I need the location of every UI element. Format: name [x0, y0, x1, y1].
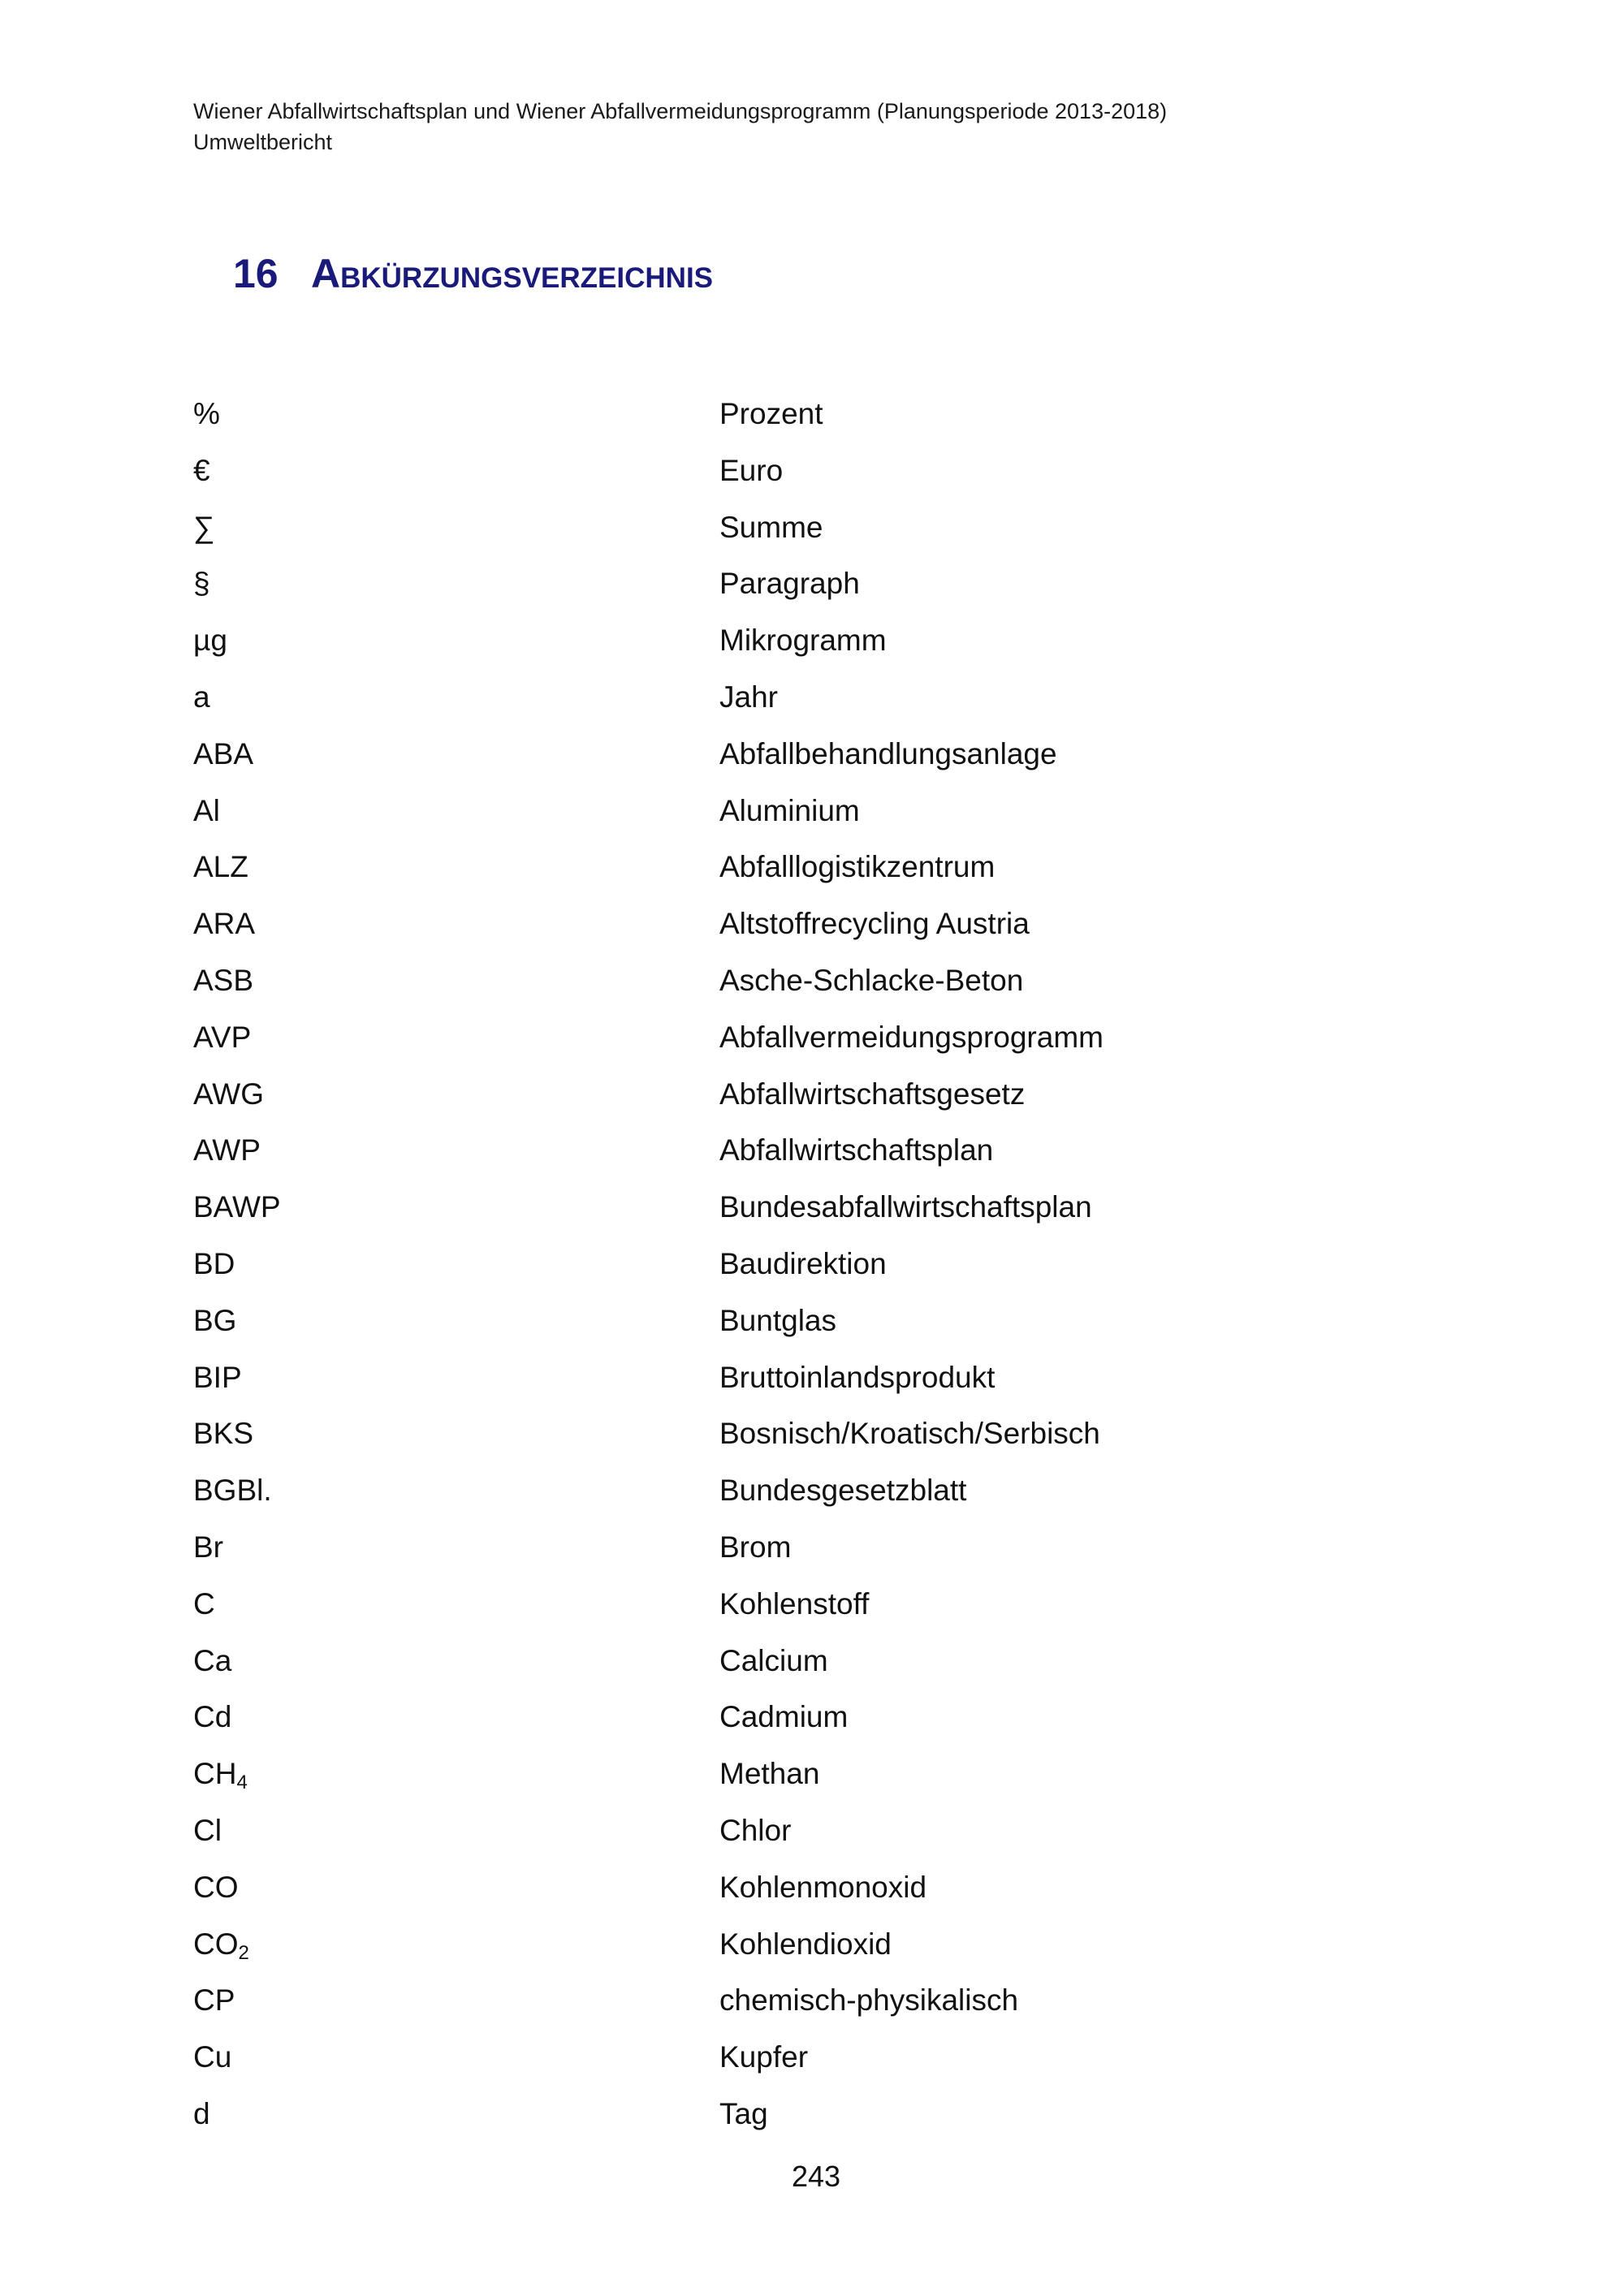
abbreviation-row — [193, 896, 1411, 952]
abbreviation-row — [193, 1633, 1411, 1690]
abbreviation-term — [193, 1293, 719, 1349]
abbreviation-definition: Abfalllogistikzentrum — [719, 850, 996, 884]
abbreviation-row — [193, 2029, 1411, 2086]
abbreviation-definition: Baudirektion — [719, 1246, 887, 1280]
abbreviation-term-text: % — [193, 397, 220, 430]
abbreviation-term-text: ABA — [193, 736, 254, 770]
abbreviation-term — [193, 1236, 719, 1293]
abbreviation-term — [193, 2086, 719, 2143]
abbreviation-term-text: Ca — [193, 1643, 232, 1677]
abbreviation-term-text: a — [193, 680, 210, 714]
abbreviation-row — [193, 1066, 1411, 1123]
abbreviation-definition: Aluminium — [719, 793, 860, 827]
abbreviation-term — [193, 1633, 719, 1690]
abbreviation-row — [193, 1462, 1411, 1519]
abbreviation-row — [193, 442, 1411, 499]
header-subtitle: Umweltbericht — [193, 130, 333, 154]
abbreviation-list — [193, 386, 1411, 2143]
abbreviation-term — [193, 1576, 719, 1633]
abbreviation-term — [193, 1462, 719, 1519]
abbreviation-definition: chemisch-physikalisch — [719, 1983, 1019, 2018]
abbreviation-row — [193, 669, 1411, 726]
abbreviation-term-text: CO — [193, 1870, 239, 1904]
abbreviation-row — [193, 1122, 1411, 1179]
abbreviation-term — [193, 1689, 719, 1746]
abbreviation-term-text: CP — [193, 1983, 235, 2018]
abbreviation-definition: Chlor — [719, 1813, 792, 1847]
chapter-title: Abkürzungsverzeichnis — [311, 251, 714, 296]
page-number: 243 — [791, 2160, 841, 2193]
abbreviation-term — [193, 1519, 719, 1576]
abbreviation-definition: Summe — [719, 510, 823, 544]
abbreviation-row — [193, 1179, 1411, 1236]
abbreviation-term-text: µg — [193, 624, 227, 658]
abbreviation-term-text: BIP — [193, 1360, 242, 1394]
abbreviation-term-text: BAWP — [193, 1190, 281, 1224]
chapter-heading — [233, 250, 713, 297]
abbreviation-term-text: BG — [193, 1303, 237, 1337]
abbreviation-row — [193, 839, 1411, 896]
abbreviation-definition: Kohlenstoff — [719, 1586, 870, 1621]
abbreviation-term — [193, 555, 719, 612]
abbreviation-term-text: BD — [193, 1246, 235, 1280]
abbreviation-definition: Methan — [719, 1757, 820, 1791]
abbreviation-term-text: § — [193, 567, 210, 601]
abbreviation-definition: Kohlendioxid — [719, 1927, 892, 1961]
abbreviation-definition: Prozent — [719, 397, 823, 430]
running-header — [193, 96, 1492, 158]
abbreviation-term-text: CH — [193, 1757, 237, 1791]
abbreviation-term-text: d — [193, 2096, 210, 2130]
abbreviation-term — [193, 669, 719, 726]
abbreviation-term — [193, 1405, 719, 1462]
abbreviation-term-text: ∑ — [193, 510, 215, 544]
abbreviation-term — [193, 952, 719, 1009]
abbreviation-row — [193, 783, 1411, 839]
abbreviation-definition: Mikrogramm — [719, 624, 887, 658]
abbreviation-term-text: BKS — [193, 1417, 254, 1451]
abbreviation-row — [193, 1916, 1411, 1973]
abbreviation-definition: Calcium — [719, 1643, 828, 1677]
abbreviation-row — [193, 1349, 1411, 1406]
abbreviation-term — [193, 442, 719, 499]
abbreviation-term-text: Cd — [193, 1700, 232, 1734]
abbreviation-term-subscript: 2 — [238, 1941, 249, 1964]
chapter-number: 16 — [233, 251, 279, 296]
abbreviation-row — [193, 1802, 1411, 1859]
abbreviation-term — [193, 499, 719, 556]
abbreviation-row — [193, 2086, 1411, 2143]
abbreviation-definition: Cadmium — [719, 1700, 849, 1734]
abbreviation-term — [193, 839, 719, 896]
abbreviation-row — [193, 1236, 1411, 1293]
abbreviation-definition: Bundesabfallwirtschaftsplan — [719, 1190, 1092, 1224]
abbreviation-row — [193, 726, 1411, 783]
abbreviation-row — [193, 1009, 1411, 1066]
abbreviation-row — [193, 555, 1411, 612]
abbreviation-term — [193, 896, 719, 952]
abbreviation-term-text: ARA — [193, 907, 256, 941]
abbreviation-term-text: C — [193, 1586, 215, 1621]
abbreviation-row — [193, 1405, 1411, 1462]
abbreviation-term-text: AVP — [193, 1020, 252, 1054]
abbreviation-term — [193, 1916, 719, 1973]
header-document-title: Wiener Abfallwirtschaftsplan und Wiener Abfallvermeidungsprogramm (Planungsperiode 2013-2018) — [193, 99, 1168, 123]
abbreviation-term — [193, 783, 719, 839]
abbreviation-definition: Asche-Schlacke-Beton — [719, 963, 1024, 997]
abbreviation-definition: Bosnisch/Kroatisch/Serbisch — [719, 1417, 1100, 1451]
abbreviation-term-text: AWP — [193, 1133, 261, 1167]
abbreviation-term — [193, 386, 719, 442]
abbreviation-term — [193, 1349, 719, 1406]
abbreviation-term-text: Al — [193, 793, 220, 827]
abbreviation-term — [193, 726, 719, 783]
abbreviation-row — [193, 1746, 1411, 1802]
abbreviation-term — [193, 1066, 719, 1123]
abbreviation-term — [193, 612, 719, 669]
abbreviation-definition: Paragraph — [719, 567, 860, 601]
abbreviation-definition: Kohlenmonoxid — [719, 1870, 927, 1904]
abbreviation-definition: Brom — [719, 1530, 792, 1564]
abbreviation-definition: Euro — [719, 453, 784, 487]
abbreviation-definition: Abfallwirtschaftsplan — [719, 1133, 994, 1167]
abbreviation-term — [193, 1802, 719, 1859]
abbreviation-term-text: Cu — [193, 2040, 232, 2074]
abbreviation-definition: Buntglas — [719, 1303, 836, 1337]
abbreviation-term-subscript: 4 — [236, 1772, 248, 1794]
abbreviation-row — [193, 499, 1411, 556]
abbreviation-term — [193, 1009, 719, 1066]
abbreviation-row — [193, 1519, 1411, 1576]
abbreviation-row — [193, 1576, 1411, 1633]
abbreviation-term — [193, 1972, 719, 2029]
abbreviation-definition: Tag — [719, 2096, 768, 2130]
abbreviation-definition: Bruttoinlandsprodukt — [719, 1360, 996, 1394]
abbreviation-definition: Kupfer — [719, 2040, 809, 2074]
abbreviation-definition: Abfallvermeidungsprogramm — [719, 1020, 1104, 1054]
abbreviation-term-text: AWG — [193, 1077, 265, 1111]
abbreviation-row — [193, 1689, 1411, 1746]
abbreviation-term-text: € — [193, 453, 210, 487]
abbreviation-definition: Altstoffrecycling Austria — [719, 907, 1030, 941]
abbreviation-term — [193, 1179, 719, 1236]
abbreviation-term-text: CO — [193, 1927, 239, 1961]
abbreviation-term-text: Cl — [193, 1813, 222, 1847]
abbreviation-row — [193, 952, 1411, 1009]
abbreviation-term-text: BGBl. — [193, 1474, 272, 1508]
abbreviation-term-text: Br — [193, 1530, 223, 1564]
abbreviation-term — [193, 1122, 719, 1179]
abbreviation-definition: Jahr — [719, 680, 778, 714]
abbreviation-definition: Bundesgesetzblatt — [719, 1474, 967, 1508]
abbreviation-term — [193, 2029, 719, 2086]
abbreviation-term — [193, 1859, 719, 1916]
abbreviation-term-text: ASB — [193, 963, 254, 997]
abbreviation-definition: Abfallwirtschaftsgesetz — [719, 1077, 1026, 1111]
abbreviation-row — [193, 612, 1411, 669]
abbreviation-row — [193, 1859, 1411, 1916]
abbreviation-row — [193, 1972, 1411, 2029]
abbreviation-definition: Abfallbehandlungsanlage — [719, 736, 1057, 770]
abbreviation-row — [193, 386, 1411, 442]
abbreviation-term-text: ALZ — [193, 850, 248, 884]
abbreviation-term — [193, 1746, 719, 1802]
abbreviation-row — [193, 1293, 1411, 1349]
